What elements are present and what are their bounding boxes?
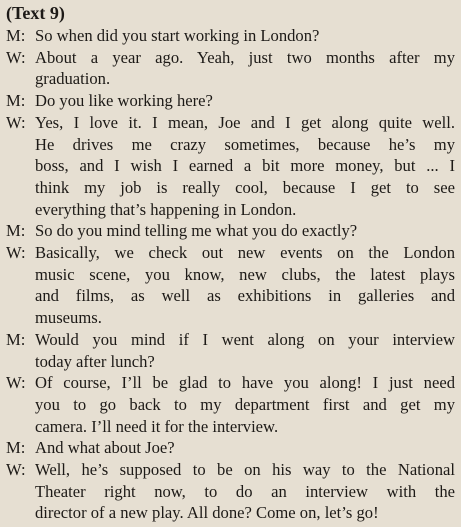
dialogue-line bbox=[6, 502, 455, 524]
line-text: So do you mind telling me what you do exactly? bbox=[35, 221, 358, 241]
speaker-label bbox=[6, 285, 35, 307]
line-text: Would you mind if I went along on your interview bbox=[35, 329, 455, 349]
speaker-label bbox=[6, 177, 35, 199]
dialogue-line bbox=[6, 47, 455, 69]
line-text: About a year ago. Yeah, just two months after my bbox=[35, 47, 455, 67]
dialogue-line bbox=[6, 416, 455, 438]
speaker-label: W: bbox=[6, 47, 26, 67]
speaker-label: M: bbox=[6, 221, 26, 241]
line-text: Theater right now, to do an interview with the bbox=[35, 481, 455, 501]
dialogue-line bbox=[6, 481, 455, 503]
speaker-label bbox=[6, 481, 35, 503]
line-text: and films, as well as exhibitions in galleries and bbox=[35, 286, 455, 306]
speaker-label: M: bbox=[6, 26, 26, 45]
dialogue-transcript bbox=[6, 25, 455, 524]
dialogue-line bbox=[6, 459, 455, 481]
line-text: Yes, I love it. I mean, Joe and I get along quite well. bbox=[35, 112, 455, 132]
speaker-label bbox=[6, 502, 35, 524]
dialogue-line bbox=[6, 134, 455, 156]
line-text: And what about Joe? bbox=[35, 438, 175, 458]
dialogue-line bbox=[6, 437, 455, 459]
speaker-label: W: bbox=[6, 243, 26, 263]
line-text: you to go back to my department first and get my bbox=[35, 394, 455, 414]
line-text: So when did you start working in London? bbox=[35, 26, 320, 45]
dialogue-line bbox=[6, 220, 455, 242]
speaker-label: M: bbox=[6, 91, 26, 111]
dialogue-line bbox=[6, 264, 455, 286]
section-title: (Text 9) bbox=[6, 3, 65, 23]
speaker-label bbox=[6, 134, 35, 156]
speaker-label bbox=[6, 416, 35, 438]
line-text: music scene, you know, new clubs, the latest plays bbox=[35, 264, 455, 284]
line-text: museums. bbox=[35, 308, 102, 328]
dialogue-line bbox=[6, 155, 455, 177]
speaker-label bbox=[6, 199, 35, 221]
line-text: everything that’s happening in London. bbox=[35, 199, 297, 219]
line-text: today after lunch? bbox=[35, 351, 155, 371]
dialogue-line bbox=[6, 372, 455, 394]
dialogue-line bbox=[6, 25, 455, 47]
dialogue-line bbox=[6, 112, 455, 134]
speaker-label bbox=[6, 394, 35, 416]
dialogue-line bbox=[6, 307, 455, 329]
line-text: director of a new play. All done? Come on, let’s go! bbox=[35, 503, 379, 523]
speaker-label: W: bbox=[6, 460, 26, 480]
speaker-label: W: bbox=[6, 112, 26, 132]
speaker-label bbox=[6, 351, 35, 373]
speaker-label: M: bbox=[6, 329, 26, 349]
dialogue-line bbox=[6, 351, 455, 373]
dialogue-line bbox=[6, 329, 455, 351]
dialogue-line bbox=[6, 242, 455, 264]
speaker-label bbox=[6, 68, 35, 90]
line-text: Do you like working here? bbox=[35, 91, 213, 111]
line-text: He drives me crazy sometimes, because he’s my bbox=[35, 134, 455, 154]
dialogue-line bbox=[6, 177, 455, 199]
line-text: graduation. bbox=[35, 69, 111, 89]
dialogue-line bbox=[6, 285, 455, 307]
line-text: Basically, we check out new events on the London bbox=[35, 243, 455, 263]
dialogue-line bbox=[6, 90, 455, 112]
speaker-label: W: bbox=[6, 373, 26, 393]
line-text: camera. I’ll need it for the interview. bbox=[35, 416, 279, 436]
dialogue-line bbox=[6, 68, 455, 90]
dialogue-line bbox=[6, 394, 455, 416]
line-text: Well, he’s supposed to be on his way to the National bbox=[35, 460, 455, 480]
dialogue-line bbox=[6, 199, 455, 221]
line-text: think my job is really cool, because I get to see bbox=[35, 177, 455, 197]
line-text: Of course, I’ll be glad to have you along! I just need bbox=[35, 373, 455, 393]
line-text: boss, and I wish I earned a bit more money, but ... I bbox=[35, 156, 455, 176]
speaker-label bbox=[6, 264, 35, 286]
speaker-label: M: bbox=[6, 438, 26, 458]
speaker-label bbox=[6, 307, 35, 329]
speaker-label bbox=[6, 155, 35, 177]
